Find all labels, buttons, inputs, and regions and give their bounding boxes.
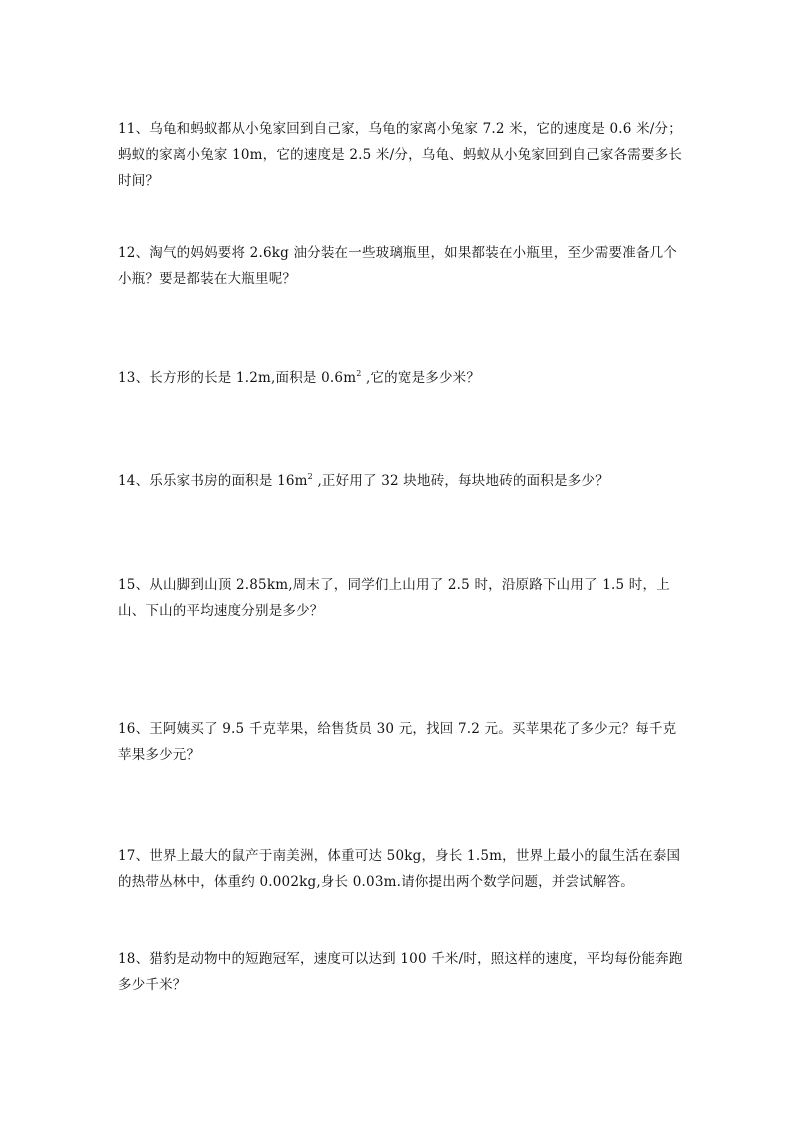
problem-18 [118,946,683,998]
problem-13-superscript: 2 [356,369,362,378]
problem-11-text: 11、乌龟和蚂蚁都从小兔家回到自己家，乌龟的家离小兔家 7.2 米，它的速度是 0.6 米/分；蚂蚁的家离小兔家 10m，它的速度是 2.5 米/分，乌龟、蚂蚁从小兔家回到自己家各需要多长时间？ [118,121,683,189]
problem-14-superscript: 2 [307,472,313,481]
problem-11 [118,116,683,194]
problem-17-text: 17、世界上最大的鼠产于南美洲，体重可达 50kg，身长 1.5m，世界上最小的鼠生活在泰国的热带丛林中，体重约 0.002kg,身长 0.03m.请你提出两个数学问题，并尝试解答。 [118,848,681,890]
problem-14-text-after: ,正好用了 32 块地砖，每块地砖的面积是多少？ [312,473,609,489]
problem-16 [118,716,683,768]
problem-15-text: 15、从山脚到山顶 2.85km,周末了，同学们上山用了 2.5 时，沿原路下山用了 1.5 时，上山、下山的平均速度分别是多少？ [118,577,670,619]
problem-13 [118,365,683,391]
problem-13-text-before: 13、长方形的长是 1.2m,面积是 0.6m [118,370,357,386]
problem-16-text: 16、王阿姨买了 9.5 千克苹果，给售货员 30 元，找回 7.2 元。买苹果花了多少元？每千克苹果多少元？ [118,721,677,763]
problem-12 [118,240,683,292]
problem-17 [118,843,683,895]
problem-14 [118,468,683,494]
problem-15 [118,572,683,624]
problem-13-text-after: ,它的宽是多少米？ [361,370,481,386]
problem-18-text: 18、猎豹是动物中的短跑冠军，速度可以达到 100 千米/时，照这样的速度，平均每份能奔跑多少千米？ [118,951,683,993]
problem-12-text: 12、淘气的妈妈要将 2.6kg 油分装在一些玻璃瓶里，如果都装在小瓶里，至少需要准备几个小瓶？要是都装在大瓶里呢？ [118,245,678,287]
problem-14-text-before: 14、乐乐家书房的面积是 16m [118,473,308,489]
